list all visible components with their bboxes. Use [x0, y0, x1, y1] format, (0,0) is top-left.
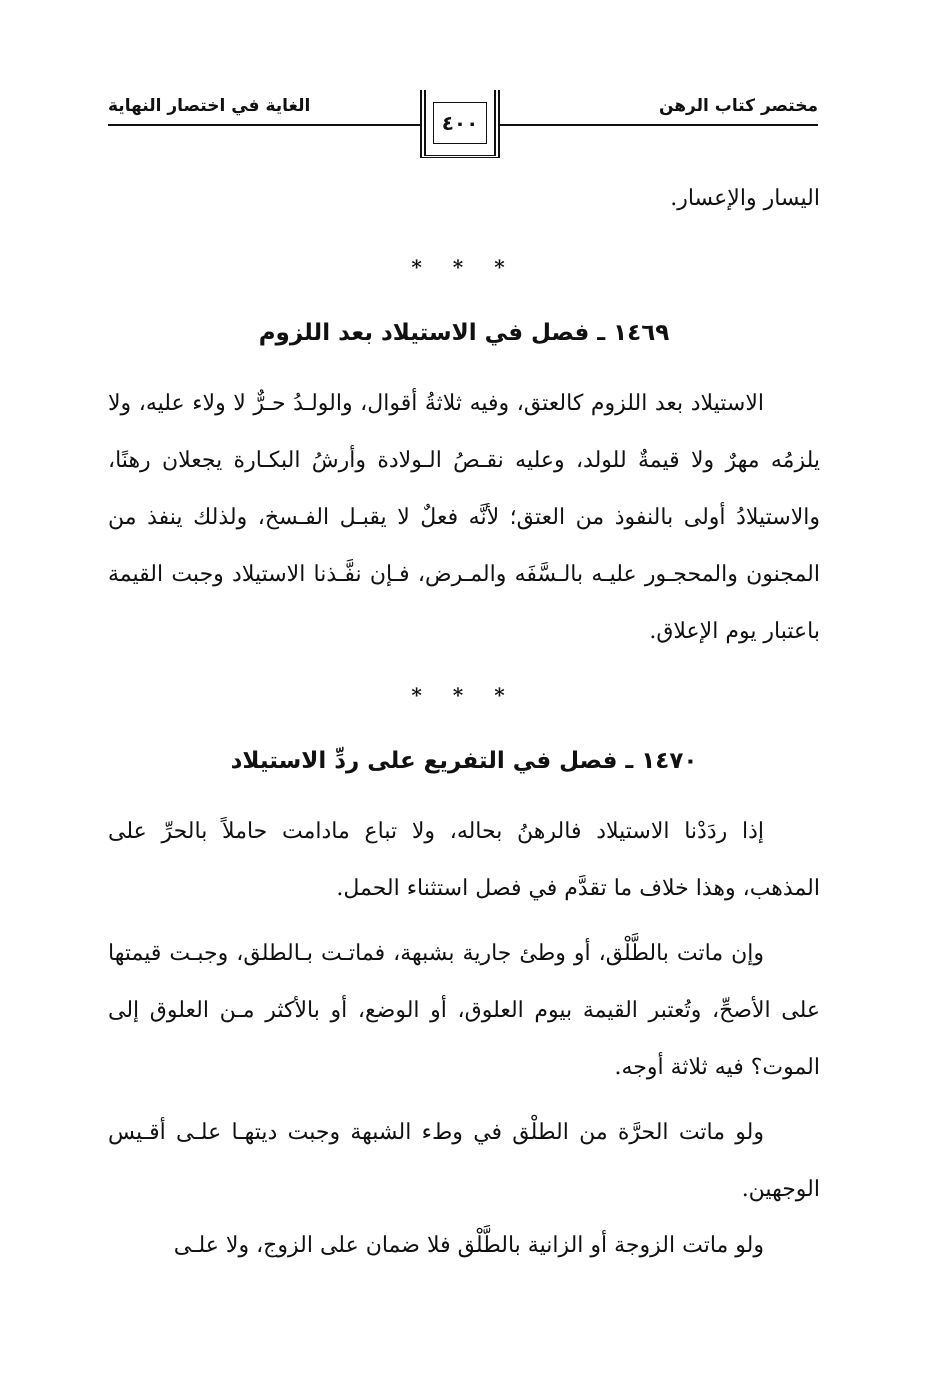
paragraph-1470-4: ولو ماتت الزوجة أو الزانية بالطَّلْق فلا ضمان على الزوج، ولا علـى	[173, 1233, 764, 1258]
running-header-left: الغاية في اختصار النهاية	[108, 96, 311, 116]
paragraph-1470-1: إذا ردَدْنا الاستيلاد فالرهنُ بحاله، ولا تباع مادامت حاملاً بالحرِّ على المذهب، وهذا خلاف ما تقدَّم في فصل استثناء الحمل.	[108, 819, 820, 901]
section-separator: * * *	[411, 255, 517, 279]
paragraph-1470-2: وإن ماتت بالطَّلْق، أو وطئ جارية بشبهة، فماتـت بـالطلق، وجبـت قيمتها على الأصحِّ، وتُعتبر القيمة بيوم العلوق، أو الوضع، أو بالأكثر مـن العلوق إلى الموت؟ فيه ثلاثة أوجه.	[108, 941, 820, 1080]
running-header-right: مختصر كتاب الرهن	[658, 96, 818, 116]
section-heading-1470: ١٤٧٠ ـ فصل في التفريع على ردِّ الاستيلاد	[230, 748, 698, 774]
header-rule-right	[500, 124, 818, 126]
page-number: ٤٠٠	[433, 102, 487, 144]
section-heading-1469: ١٤٦٩ ـ فصل في الاستيلاد بعد اللزوم	[258, 320, 670, 346]
paragraph-1470-3: ولو ماتت الحرَّة من الطلْق في وطء الشبهة وجبت ديتهـا علـى أقـيس الوجهين.	[108, 1120, 820, 1202]
page-number-frame	[420, 90, 500, 158]
section-separator: * * *	[411, 683, 517, 707]
paragraph-1469: الاستيلاد بعد اللزوم كالعتق، وفيه ثلاثةُ أقوال، والولـدُ حـرٌّ لا ولاء عليه، ولا يلزمُه مهرٌ ولا قيمةٌ للولد، وعليه نقـصُ الـولادة وأرشُ البكـارة يجعلان رهنًا، والاستيلادُ أولى بالنفوذ من العتق؛ لأنَّه فعلٌ لا يقبـل الفـسخ، ولذلك ينفذ من المجنون والمحجـور عليـه بالـسَّفَه والمـرض، فـإن نفَّـذنا الاستيلاد وجبت القيمة باعتبار يوم الإعلاق.	[108, 391, 820, 644]
carryover-line: اليسار والإعسار.	[670, 186, 820, 211]
header-rule-left	[108, 124, 420, 126]
